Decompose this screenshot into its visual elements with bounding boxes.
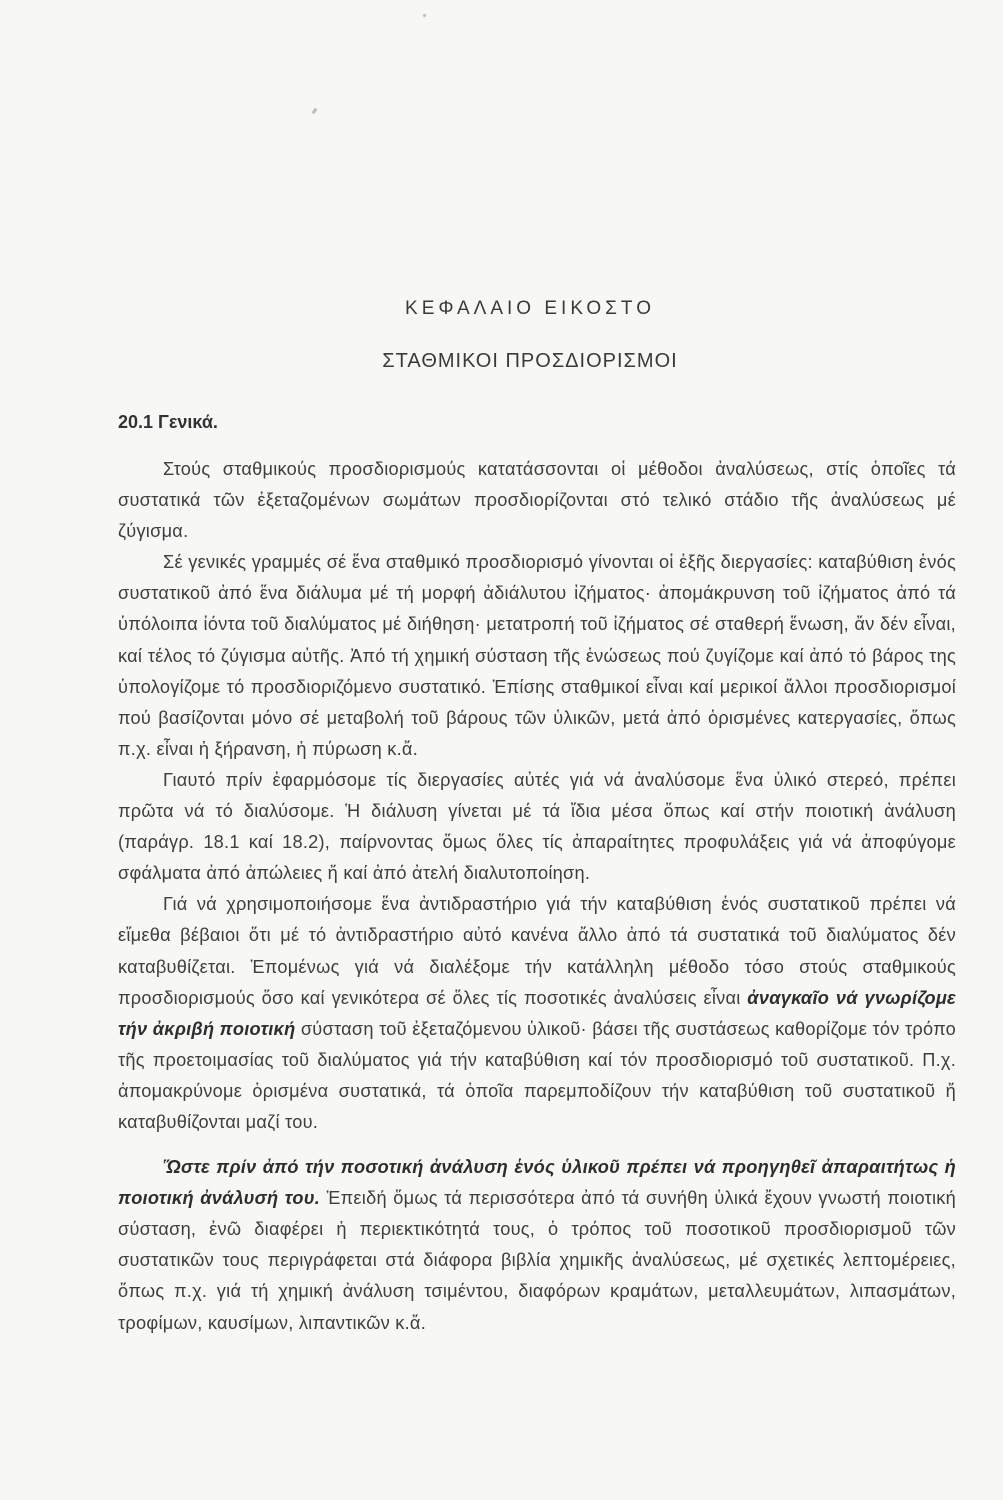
- paragraph-5: [118, 1152, 956, 1339]
- paragraph-4-text-end: σύσταση τοῦ ἐξεταζόμενου ὑλικοῦ· βάσει τῆς συστάσεως καθορίζομε τόν τρόπο τῆς προετοιμασίας τοῦ διαλύματος γιά τήν καταβύθιση καί τόν προσδιορισμό τοῦ συστατικοῦ. Π.χ. ἀπομακρύνομε ὁρισμένα συστατικά, τά ὁποῖα παρεμποδίζουν τήν καταβύθιση τοῦ συστατικοῦ ἤ καταβυθίζονται μαζί του.: [118, 1018, 956, 1132]
- paragraph-4-text-start: Γιά νά χρησιμοποιήσομε ἕνα ἀντιδραστήριο γιά τήν καταβύθιση ἑνός συστατικοῦ πρέπει νά εἴμεθα βέβαιοι ὅτι μέ τό ἀντιδραστήριο αὐτό κανένα ἄλλο ἀπό τά συστατικά τοῦ διαλύματος δέν καταβυθίζεται. Ἑπομένως γιά νά διαλέξομε τήν κατάλληλη μέθοδο τόσο στούς σταθμικούς προσδιορισμούς ὅσο καί γενικότερα σέ ὅλες τίς ποσοτικές ἀναλύσεις εἶναι: [118, 894, 956, 1008]
- paragraph-1: Στούς σταθμικούς προσδιορισμούς κατατάσσονται οἱ μέθοδοι ἀναλύσεως, στίς ὁποῖες τά συστατικά τῶν ἐξεταζομένων σωμάτων προσδιορίζονται στό τελικό στάδιο τῆς ἀναλύσεως μέ ζύγισμα.: [118, 459, 956, 542]
- paragraph-3: Γιαυτό πρίν ἐφαρμόσομε τίς διεργασίες αὐτές γιά νά ἀναλύσομε ἕνα ὑλικό στερεό, πρέπει πρῶτα νά τό διαλύσομε. Ἡ διάλυση γίνεται μέ τά ἴδια μέσα ὅπως καί στήν ποιοτική ἀνάλυση (παράγρ. 18.1 καί 18.2), παίρνοντας ὅμως ὅλες τίς ἀπαραίτητες προφυλάξεις γιά νά ἀποφύγομε σφάλματα ἀπό ἀπώλειες ἤ καί ἀπό ἀτελή διαλυτοποίηση.: [118, 769, 956, 884]
- paragraph-2: Σέ γενικές γραμμές σέ ἕνα σταθμικό προσδιορισμό γίνονται οἱ ἑξῆς διεργασίες: καταβύθιση ἑνός συστατικοῦ ἀπό ἕνα διάλυμα μέ τή μορφή ἀδιάλυτου ἰζήματος· ἀπομάκρυνση τοῦ ἰζήματος ἀπό τά ὑπόλοιπα ἰόντα τοῦ διαλύματος μέ διήθηση· μετατροπή τοῦ ἰζήματος σέ σταθερή ἕνωση, ἄν δέν εἶναι, καί τέλος τό ζύγισμα αὐτῆς. Ἀπό τή χημική σύσταση τῆς ἑνώσεως πού ζυγίζομε καί ἀπό τό βάρος της ὑπολογίζομε τό προσδιοριζόμενο συστατικό. Ἐπίσης σταθμικοί εἶναι καί μερικοί ἄλλοι προσδιορισμοί πού βασίζονται μόνο σέ μεταβολή τοῦ βάρους τῶν ὑλικῶν, μετά ἀπό ὁρισμένες κατεργασίες, ὅπως π.χ. εἶναι ἡ ξήρανση, ἡ πύρωση κ.ἄ.: [118, 552, 956, 759]
- paragraph-4-emphasis: ἀναγκαῖο νά γνωρίζομε τήν ἀκριβή ποιοτική: [118, 987, 957, 1039]
- paragraph-4: [118, 889, 956, 1138]
- chapter-title: ΣΤΑΘΜΙΚΟΙ ΠΡΟΣΔΙΟΡΙΣΜΟΙ: [382, 350, 678, 372]
- body-text: [118, 454, 956, 1339]
- paper-speck: [423, 14, 426, 17]
- paragraph-5-text: Ἐπειδή ὅμως τά περισσότερα ἀπό τά συνήθη ὑλικά ἔχουν γνωστή ποιοτική σύσταση, ἐνῶ διαφέρει ἡ περιεκτικότητά τους, ὁ τρόπος τοῦ ποσοτικοῦ προσδιορισμοῦ τῶν συστατικῶν τους περιγράφεται στά διάφορα βιβλία χημικῆς ἀναλύσεως, μέ σχετικές λεπτομέρειες, ὅπως π.χ. γιά τή χημική ἀνάλυση τσιμέντου, διαφόρων κραμάτων, μεταλλευμάτων, λιπασμάτων, τροφίμων, καυσίμων, λιπαντικῶν κ.ἄ.: [118, 1188, 956, 1333]
- paragraph-5-emphasis: Ὥστε πρίν ἀπό τήν ποσοτική ἀνάλυση ἑνός ὑλικοῦ πρέπει νά προηγηθεῖ ἀπαραιτήτως ἡ ποιοτική ἀνάλυσή του.: [118, 1157, 956, 1209]
- chapter-label: ΚΕΦΑΛΑΙΟ ΕΙΚΟΣΤΟ: [405, 298, 655, 319]
- paper-speck: [312, 108, 318, 115]
- section-heading: 20.1 Γενικά.: [118, 412, 218, 432]
